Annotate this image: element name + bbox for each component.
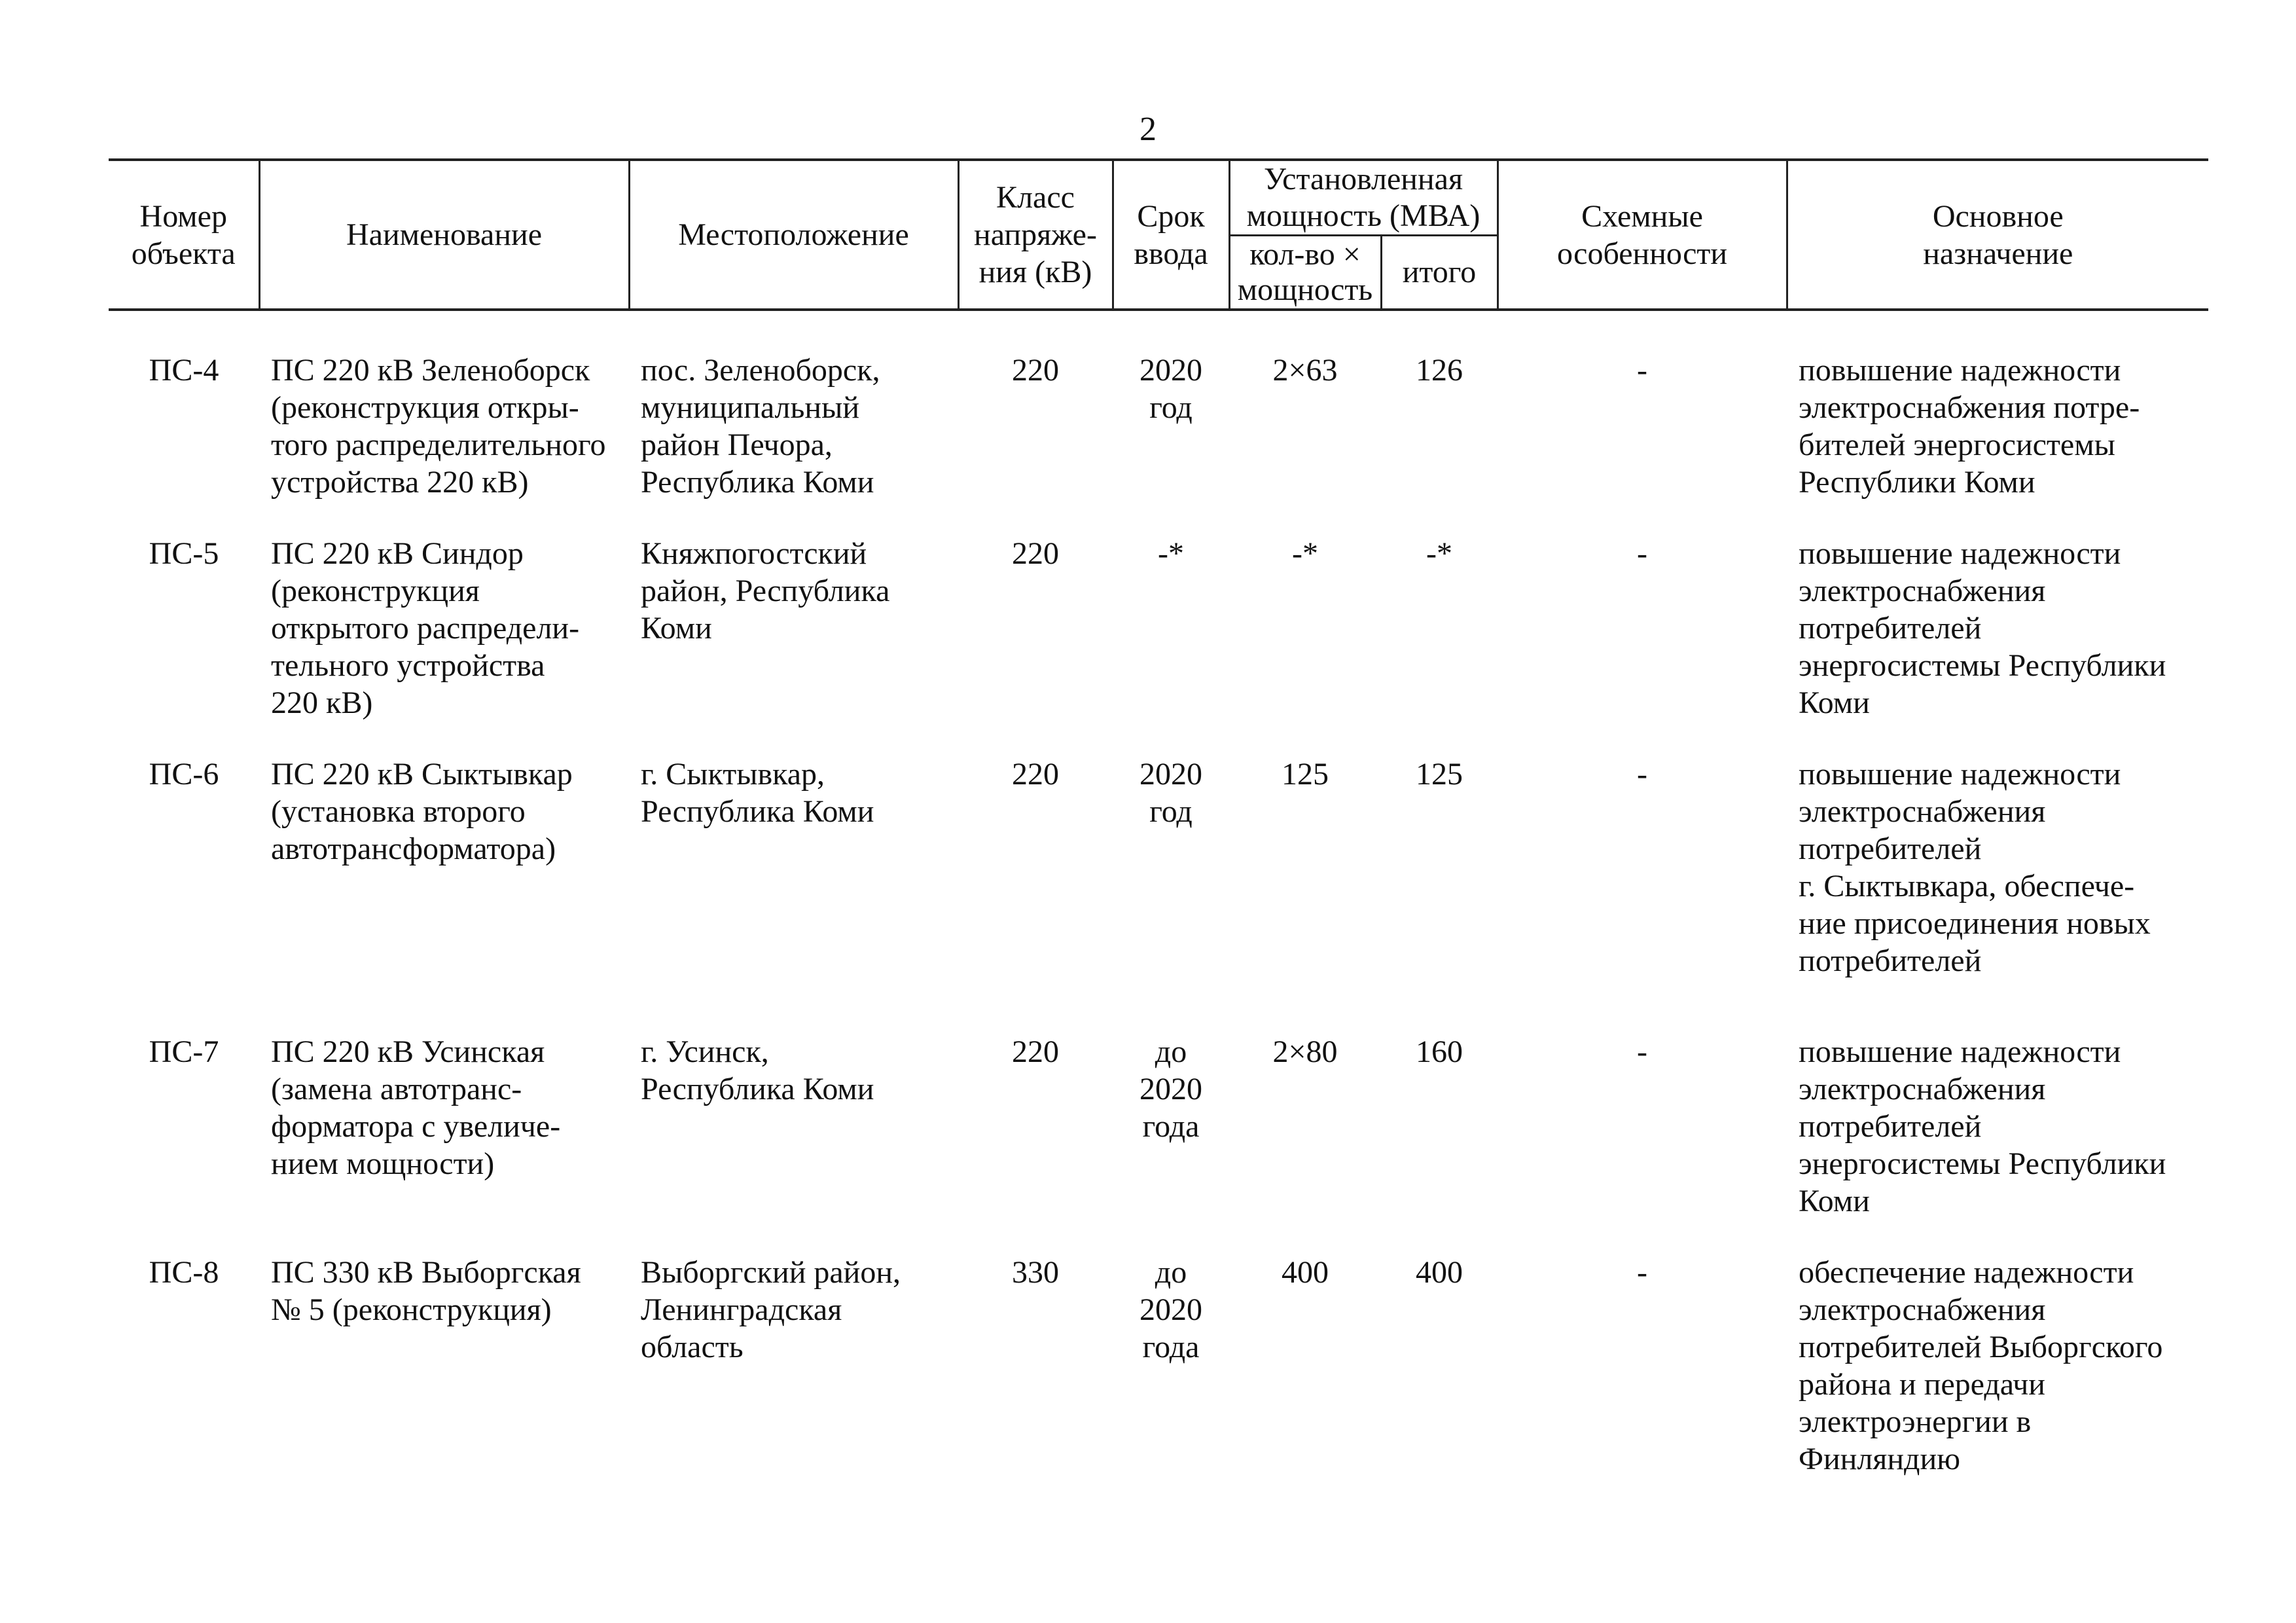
row-spacer — [109, 721, 2208, 756]
table-row — [109, 1254, 2208, 1478]
cell-voltage: 220 — [1012, 757, 1059, 792]
cell-location: г. Усинск, Республика Коми — [641, 1034, 874, 1106]
cell-object-number: ПС-8 — [149, 1255, 219, 1290]
cell-features: - — [1637, 536, 1647, 571]
cell-object-number: ПС-6 — [149, 757, 219, 792]
cell-total: -* — [1426, 536, 1452, 571]
cell-voltage: 220 — [1012, 353, 1059, 388]
cell-features: - — [1637, 353, 1647, 388]
cell-term: 2020 год — [1139, 757, 1202, 829]
table-header — [109, 160, 2208, 310]
cell-purpose: повышение надежности электроснабжения потребителей энергосистемы Республики Коми — [1799, 536, 2166, 720]
cell-units: -* — [1292, 536, 1318, 571]
header-commissioning-term: Срок ввода — [1113, 160, 1229, 310]
cell-object-number: ПС-4 — [149, 353, 219, 388]
cell-object-number: ПС-5 — [149, 536, 219, 571]
table-body — [109, 310, 2208, 1478]
cell-name: ПС 220 кВ Сыктывкар (установка второго автотрансформатора) — [271, 757, 573, 866]
cell-location: Выборгский район, Ленинградская область — [641, 1255, 901, 1364]
page-number: 2 — [1139, 111, 1157, 148]
cell-term: 2020 год — [1139, 353, 1202, 425]
table-row — [109, 535, 2208, 721]
cell-voltage: 330 — [1012, 1255, 1059, 1290]
cell-voltage: 220 — [1012, 536, 1059, 571]
cell-units: 2×80 — [1272, 1034, 1338, 1069]
header-installed-capacity: Установленная мощность (МВА) — [1229, 160, 1498, 236]
cell-features: - — [1637, 1034, 1647, 1069]
header-main-purpose: Основное назначение — [1787, 160, 2208, 310]
cell-total: 126 — [1416, 353, 1463, 388]
cell-location: пос. Зеленоборск, муниципальный район Печора, Республика Коми — [641, 353, 880, 500]
cell-purpose: повышение надежности электроснабжения потребителей энергосистемы Республики Коми — [1799, 1034, 2166, 1218]
header-circuit-features: Схемные особенности — [1498, 160, 1787, 310]
cell-name: ПС 220 кВ Синдор (реконструкция открытого распредели- тельного устройства 220 кВ) — [271, 536, 580, 720]
cell-units: 125 — [1282, 757, 1329, 792]
cell-term: до 2020 года — [1139, 1255, 1202, 1364]
table-row — [109, 1033, 2208, 1220]
cell-voltage: 220 — [1012, 1034, 1059, 1069]
header-total: итого — [1381, 236, 1498, 310]
header-location: Местоположение — [629, 160, 958, 310]
cell-purpose: повышение надежности электроснабжения потре- бителей энергосистемы Республики Коми — [1799, 353, 2140, 500]
cell-units: 2×63 — [1272, 353, 1338, 388]
row-spacer — [109, 979, 2208, 1033]
cell-name: ПС 220 кВ Усинская (замена автотранс- форматора с увеличе- нием мощности) — [271, 1034, 561, 1181]
cell-features: - — [1637, 757, 1647, 792]
cell-name: ПС 330 кВ Выборгская № 5 (реконструкция) — [271, 1255, 581, 1327]
cell-object-number: ПС-7 — [149, 1034, 219, 1069]
cell-name: ПС 220 кВ Зеленоборск (реконструкция откры- того распределительного устройства 220 кВ) — [271, 353, 606, 500]
cell-purpose: обеспечение надежности электроснабжения потребителей Выборгского района и передачи электроэнергии в Финляндию — [1799, 1255, 2163, 1476]
row-spacer — [109, 1220, 2208, 1254]
cell-features: - — [1637, 1255, 1647, 1290]
cell-term: до 2020 года — [1139, 1034, 1202, 1144]
row-spacer — [109, 501, 2208, 535]
cell-total: 400 — [1416, 1255, 1463, 1290]
cell-total: 125 — [1416, 757, 1463, 792]
cell-units: 400 — [1282, 1255, 1329, 1290]
header-count-times-power: кол-во × мощность — [1229, 236, 1381, 310]
cell-location: г. Сыктывкар, Республика Коми — [641, 757, 874, 829]
table-row — [109, 310, 2208, 501]
table-row — [109, 756, 2208, 979]
header-name: Наименование — [259, 160, 629, 310]
cell-total: 160 — [1416, 1034, 1463, 1069]
cell-term: -* — [1158, 536, 1184, 571]
cell-purpose: повышение надежности электроснабжения потребителей г. Сыктывкара, обеспече- ние присоединения новых потребителей — [1799, 757, 2151, 978]
cell-location: Княжпогостский район, Республика Коми — [641, 536, 890, 646]
header-object-number: Номер объекта — [109, 160, 259, 310]
header-voltage-class: Класс напряже- ния (кВ) — [958, 160, 1113, 310]
substation-table — [109, 158, 2208, 1478]
